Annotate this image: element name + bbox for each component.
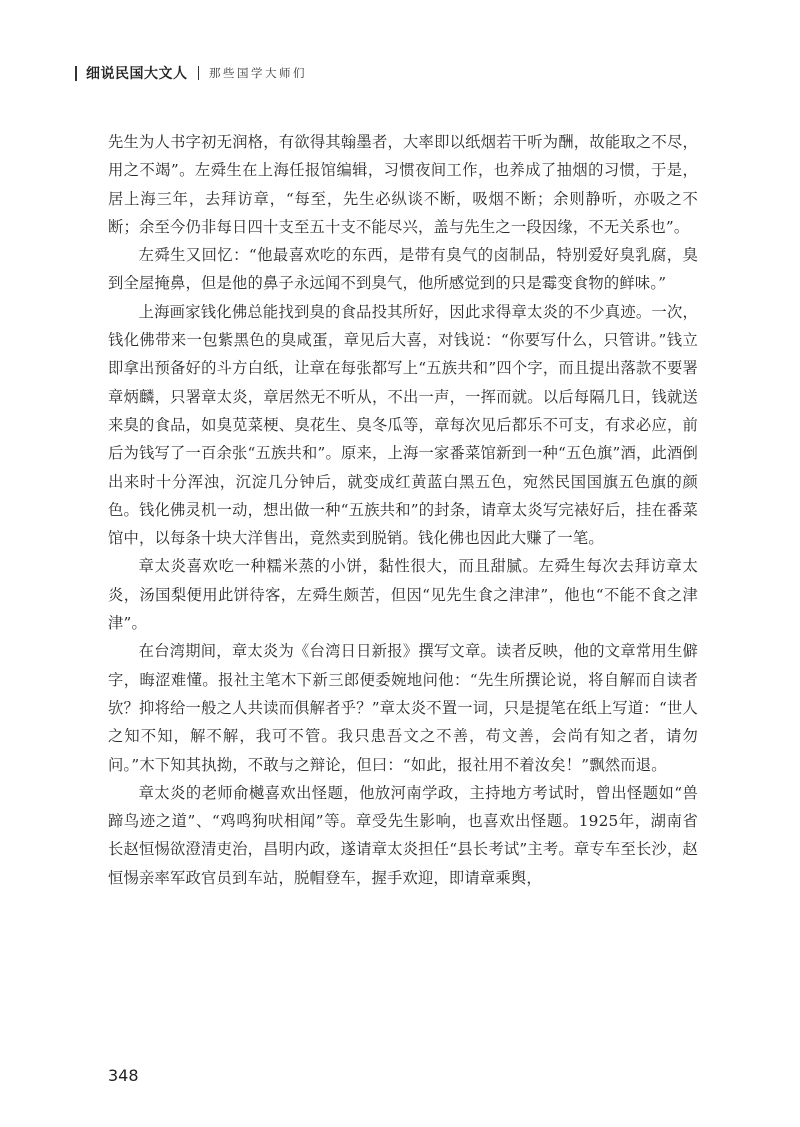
running-header [75, 62, 307, 84]
page-number: 348 [108, 1066, 139, 1085]
paragraph-3: 上海画家钱化佛总能找到臭的食品投其所好，因此求得章太炎的不少真迹。一次，钱化佛带来一包紫黑色的臭咸蛋，章见后大喜，对钱说：“你要写什么，只管讲。”钱立即拿出预备好的斗方白纸，让章在每张都写上“五族共和”四个字，而且提出落款不要署章炳麟，只署章太炎，章居然无不听从，不出一声，一挥而就。以后每隔几日，钱就送来臭的食品，如臭苋菜梗、臭花生、臭冬瓜等，章每次见后都乐不可支，有求必应，前后为钱写了一百余张“五族共和”。原来，上海一家番菜馆新到一种“五色旗”酒，此酒倒出来时十分浑浊，沉淀几分钟后，就变成红黄蓝白黑五色，宛然民国国旗五色旗的颜色。钱化佛灵机一动，想出做一种“五族共和”的封条，请章太炎写完裱好后，挂在番菜馆中，以每条十块大洋售出，竟然卖到脱销。钱化佛也因此大赚了一笔。 [108, 302, 698, 548]
paragraph-1: 先生为人书字初无润格，有欲得其翰墨者，大率即以纸烟若干听为酬，故能取之不尽，用之不竭”。左舜生在上海任报馆编辑，习惯夜间工作，也养成了抽烟的习惯，于是，居上海三年，去拜访章，“每至，先生必纵谈不断，吸烟不断；余则静听，亦吸之不断；余至今仍非每日四十支至五十支不能尽兴，盖与先生之一段因缘，不无关系也”。 [108, 133, 698, 236]
header-separator [198, 66, 200, 80]
paragraph-6: 章太炎的老师俞樾喜欢出怪题，他放河南学政，主持地方考试时，曾出怪题如“兽蹄鸟迹之道”、“鸡鸣狗吠相闻”等。章受先生影响，也喜欢出怪题。1925年，湖南省长赵恒惕欲澄清吏治，昌明内政，遂请章太炎担任“县长考试”主考。章专车至长沙，赵恒惕亲率军政官员到车站，脱帽登车，握手欢迎，即请章乘舆， [108, 783, 698, 887]
page-body [108, 128, 698, 892]
header-bar-divider [75, 66, 77, 81]
book-title: 细说民国大文人 [86, 66, 188, 82]
paragraph-2: 左舜生又回忆：“他最喜欢吃的东西，是带有臭气的卤制品，特别爱好臭乳腐，臭到全屋掩鼻，但是他的鼻子永远闻不到臭气，他所感觉到的只是霉变食物的鲜味。” [108, 246, 698, 293]
paragraph-4: 章太炎喜欢吃一种糯米蒸的小饼，黏性很大，而且甜腻。左舜生每次去拜访章太炎，汤国梨便用此饼待客，左舜生颇苦，但因“见先生食之津津”，他也“不能不食之津津”。 [108, 557, 698, 633]
series-title: 那些国学大师们 [209, 66, 307, 80]
paragraph-5: 在台湾期间，章太炎为《台湾日日新报》撰写文章。读者反映，他的文章常用生僻字，晦涩难懂。报社主笔木下新三郎便委婉地问他：“先生所撰论说，将自解而自读者欤？抑将给一般之人共读而俱解者乎？”章太炎不置一词，只是提笔在纸上写道：“世人之知不知，解不解，我可不管。我只患吾文之不善，苟文善，会尚有知之者，请勿问。”木下知其执拗，不敢与之辩论，但曰：“如此，报社用不着汝矣！”飘然而退。 [108, 642, 698, 774]
